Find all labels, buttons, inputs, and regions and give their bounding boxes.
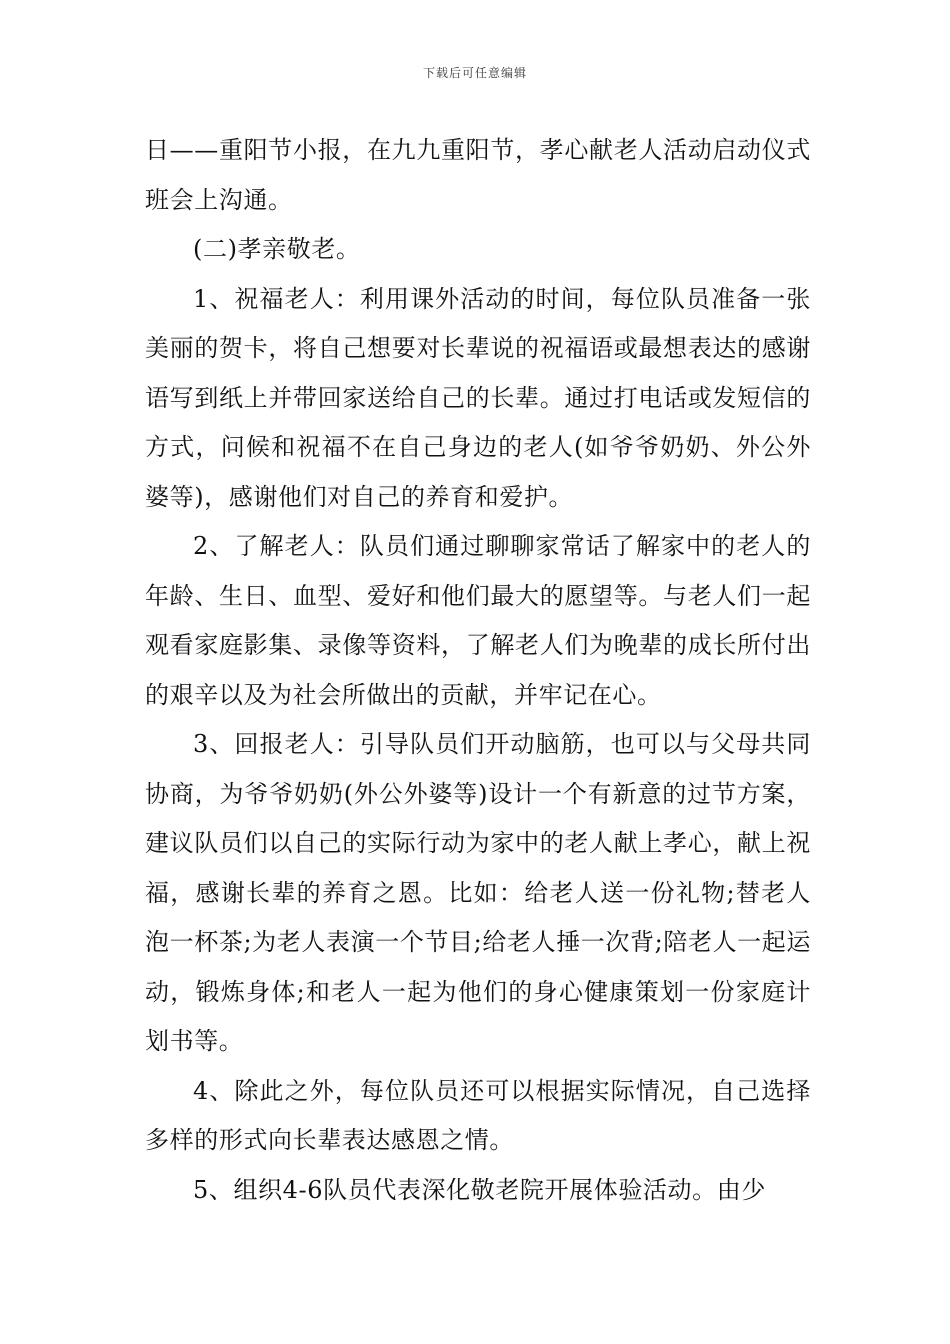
paragraph-item-1: 1、祝福老人：利用课外活动的时间，每位队员准备一张美丽的贺卡，将自己想要对长辈说的祝福语或最想表达的感谢语写到纸上并带回家送给自己的长辈。通过打电话或发短信的方式，问候和祝福不在自己身边的老人(如爷爷奶奶、外公外婆等)，感谢他们对自己的养育和爱护。 [145, 284, 811, 511]
page-header-note: 下载后可任意编辑 [422, 66, 527, 80]
section-heading: (二)孝亲敬老。 [193, 235, 361, 263]
paragraph-item-5: 5、组织4-6队员代表深化敬老院开展体验活动。由少 [193, 1175, 766, 1204]
paragraph-continuation: 日——重阳节小报，在九九重阳节，孝心献老人活动启动仪式班会上沟通。 [145, 136, 811, 214]
paragraph-item-2: 2、了解老人：队员们通过聊聊家常话了解家中的老人的年龄、生日、血型、爱好和他们最大的愿望等。与老人们一起观看家庭影集、录像等资料，了解老人们为晚辈的成长所付出的艰辛以及为社会所做出的贡献，并牢记在心。 [145, 532, 811, 709]
paragraph-item-3: 3、回报老人：引导队员们开动脑筋，也可以与父母共同协商，为爷爷奶奶(外公外婆等)设计一个有新意的过节方案，建议队员们以自己的实际行动为家中的老人献上孝心，献上祝福，感谢长辈的养育之恩。比如：给老人送一份礼物;替老人泡一杯茶;为老人表演一个节目;给老人捶一次背;陪老人一起运动，锻炼身体;和老人一起为他们的身心健康策划一份家庭计划书等。 [145, 730, 811, 1055]
document-body [145, 126, 811, 1215]
paragraph-item-4: 4、除此之外，每位队员还可以根据实际情况，自己选择多样的形式向长辈表达感恩之情。 [145, 1076, 811, 1154]
